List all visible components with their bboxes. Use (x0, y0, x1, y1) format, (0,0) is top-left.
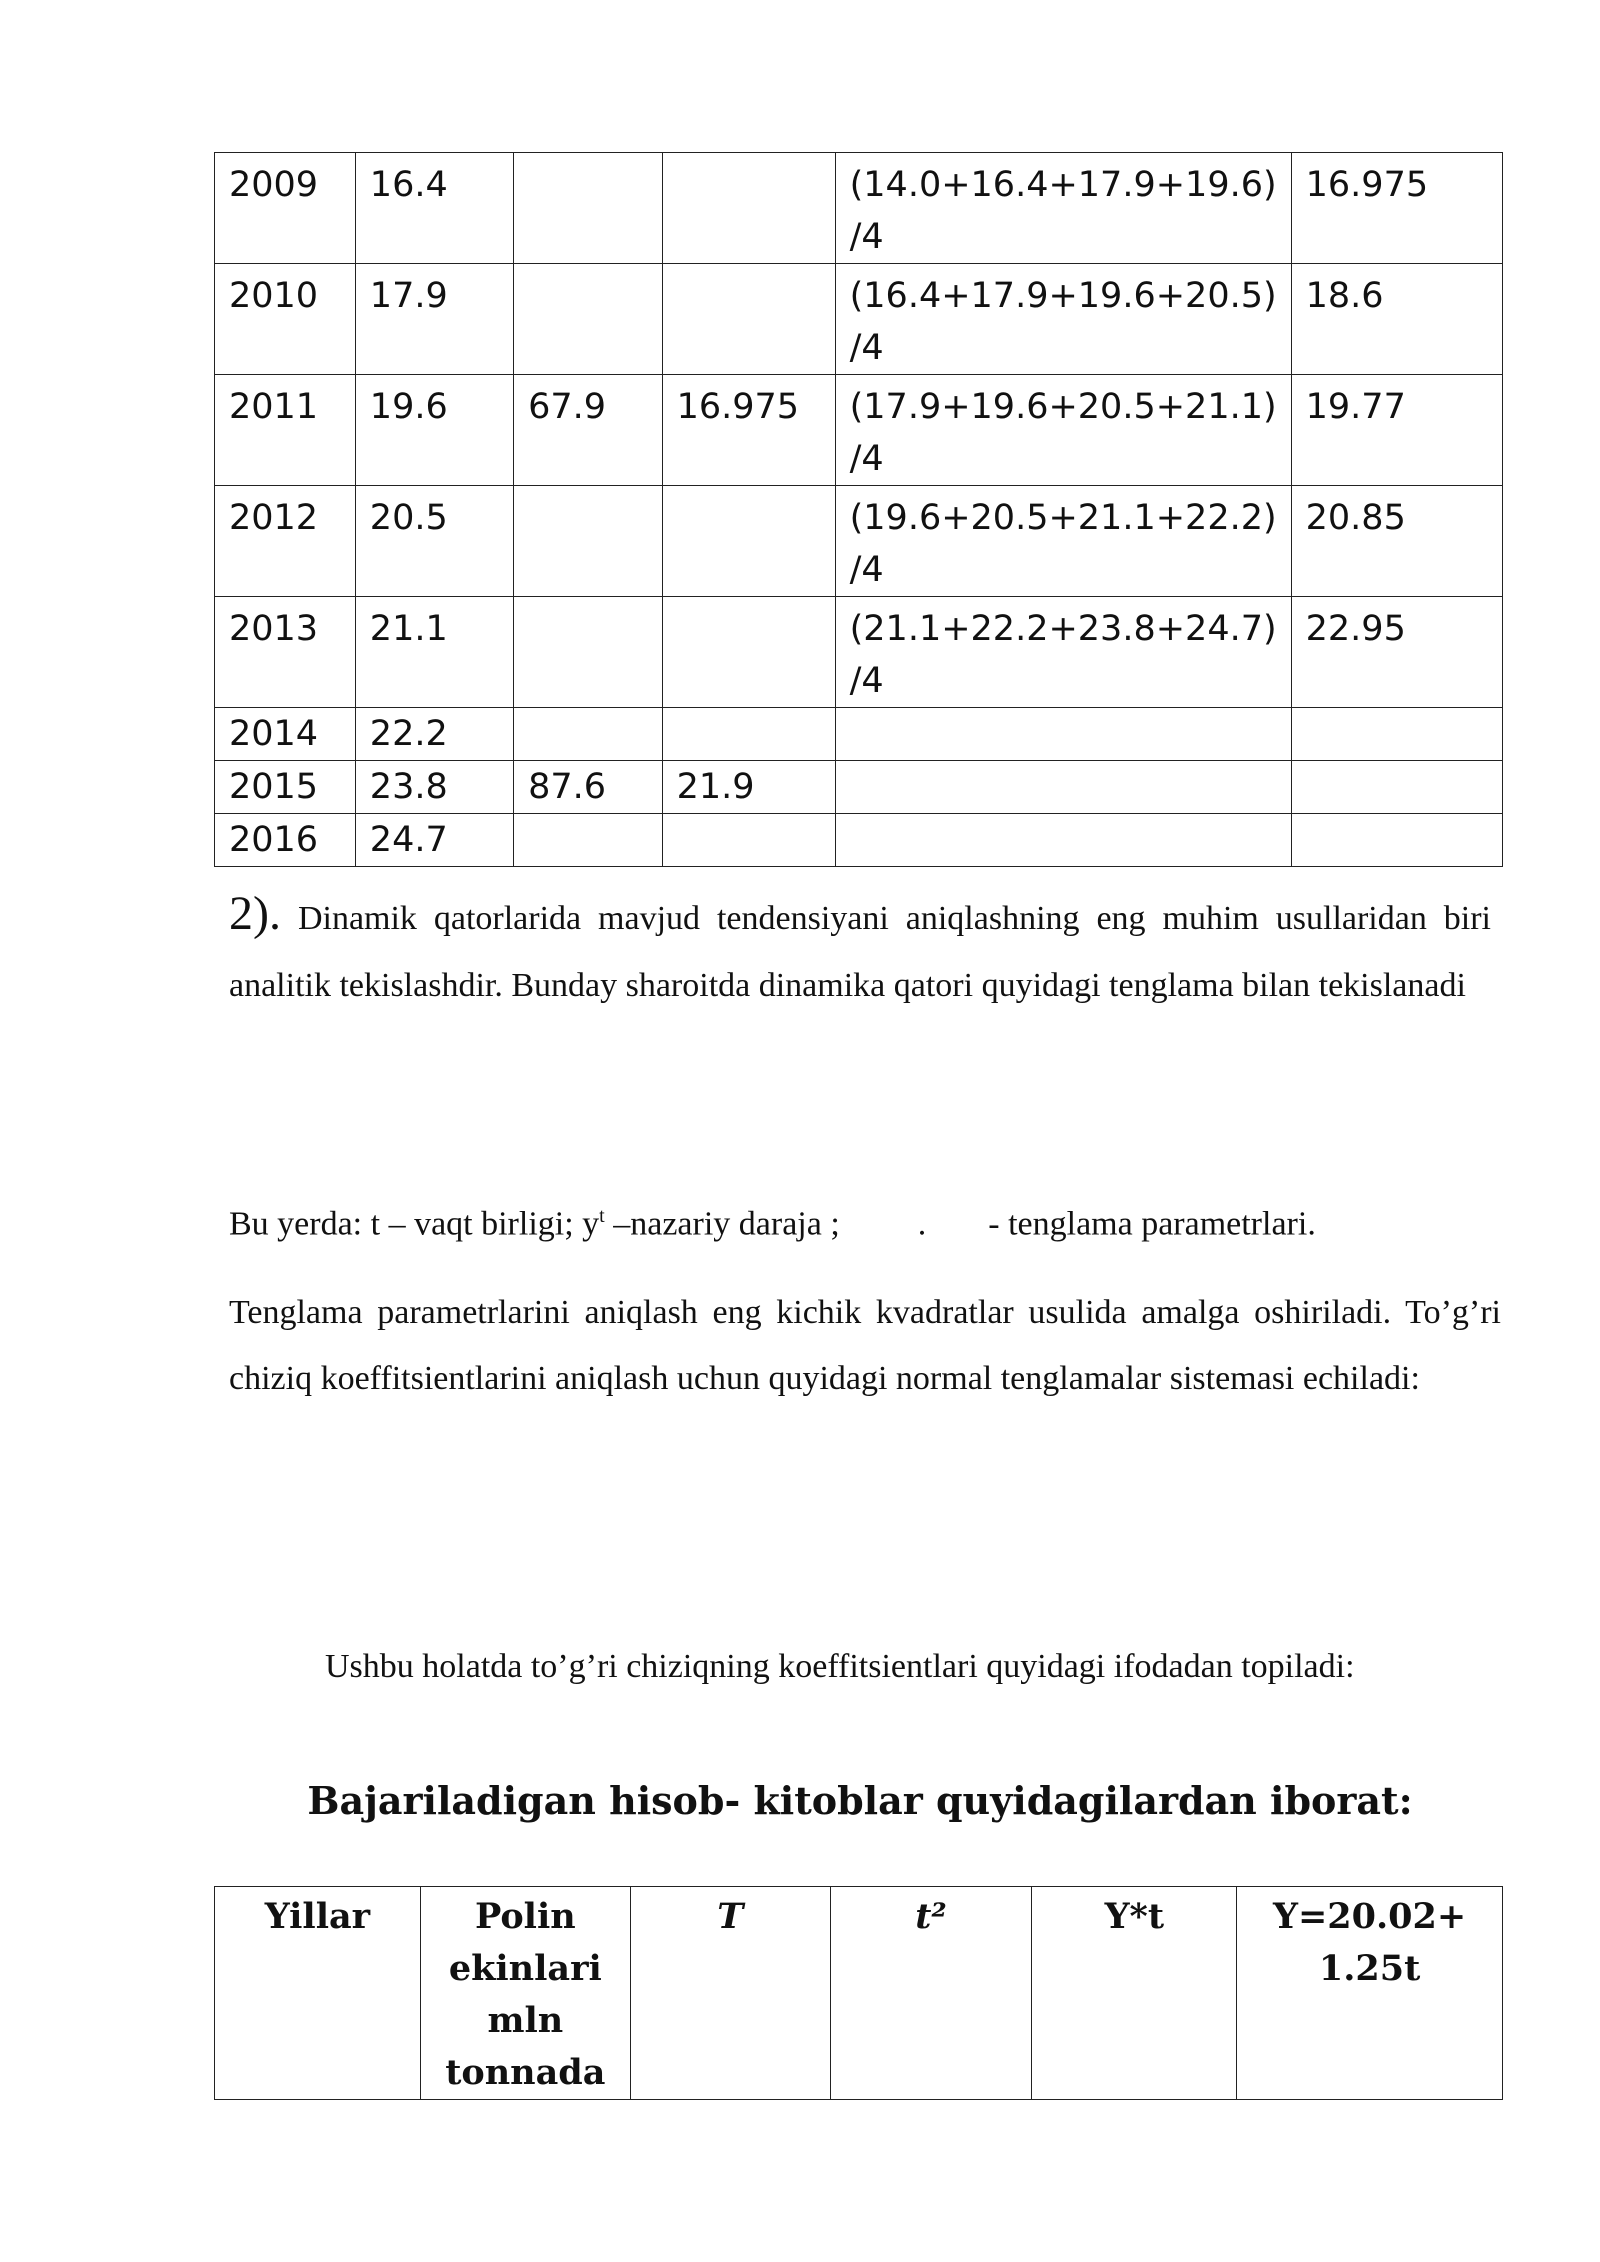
average-cell (662, 153, 835, 264)
moving-average-cell (1291, 761, 1502, 814)
header-t: T (630, 1887, 830, 2100)
year-cell-text: 2010 (229, 276, 319, 316)
moving-average-cell-text: 22.95 (1305, 609, 1406, 649)
year-cell-text: 2013 (229, 609, 319, 649)
moving-average-cell (1291, 814, 1502, 867)
average-cell (662, 708, 835, 761)
coefficients-paragraph: Ushbu holatda to’g’ri chiziqning koeffitsientlari quyidagi ifodadan topiladi: (325, 1648, 1355, 1685)
formula-cell (835, 814, 1291, 867)
value-cell (355, 708, 513, 761)
where-superscript: t (599, 1205, 605, 1227)
sum-cell (514, 264, 663, 375)
table-row (215, 761, 1503, 814)
value-cell (355, 761, 513, 814)
formula-cell-text: (14.0+16.4+17.9+19.6) (849, 165, 1277, 205)
formula-divisor: /4 (849, 661, 884, 701)
formula-cell (835, 486, 1291, 597)
formula-cell (835, 761, 1291, 814)
formula-cell (835, 153, 1291, 264)
value-cell (355, 486, 513, 597)
formula-cell-text: (19.6+20.5+21.1+22.2) (849, 498, 1277, 538)
table-row (215, 486, 1503, 597)
table-row (215, 597, 1503, 708)
header-trend-equation: Y=20.02+1.25t (1237, 1887, 1503, 2100)
moving-average-cell-text: 16.975 (1305, 165, 1429, 205)
year-cell (215, 708, 356, 761)
moving-average-table-body (215, 153, 1503, 867)
average-cell-text: 16.975 (676, 387, 800, 427)
section-number: 2). (229, 887, 281, 940)
sum-cell (514, 761, 663, 814)
table-row (215, 708, 1503, 761)
value-cell-text: 21.1 (369, 609, 448, 649)
where-suffix: - tenglama parametrlari. (988, 1205, 1316, 1243)
moving-average-cell (1291, 597, 1502, 708)
intro-text: Dinamik qatorlarida mavjud tendensiyani aniqlashning eng muhim usullaridan biri analitik tekislashdir. Bunday sharoitda dinamika qatori quyidagi tenglama bilan tekislanadi (229, 900, 1492, 1004)
table-row (215, 375, 1503, 486)
moving-average-cell-text: 20.85 (1305, 498, 1406, 538)
year-cell (215, 486, 356, 597)
where-prefix: Bu yerda: t – vaqt birligi; y (229, 1205, 600, 1243)
calculations-header-row (215, 1887, 1503, 2100)
moving-average-cell-text: 19.77 (1305, 387, 1406, 427)
table-row (215, 264, 1503, 375)
value-cell (355, 375, 513, 486)
value-cell-text: 17.9 (369, 276, 448, 316)
value-cell-text: 22.2 (369, 714, 448, 754)
year-cell-text: 2009 (229, 165, 319, 205)
year-cell (215, 375, 356, 486)
moving-average-table (214, 152, 1503, 867)
moving-average-cell (1291, 264, 1502, 375)
year-cell (215, 264, 356, 375)
year-cell-text: 2016 (229, 820, 319, 860)
year-cell-text: 2011 (229, 387, 319, 427)
value-cell-text: 24.7 (369, 820, 448, 860)
header-crops: Polin ekinlari mln tonnada (420, 1887, 630, 2100)
header-years: Yillar (215, 1887, 421, 2100)
calculations-heading: Bajariladigan hisob- kitoblar quyidagilardan iborat: (307, 1778, 1413, 1823)
year-cell (215, 153, 356, 264)
year-cell-text: 2015 (229, 767, 319, 807)
moving-average-cell (1291, 375, 1502, 486)
average-cell (662, 761, 835, 814)
average-cell (662, 264, 835, 375)
value-cell-text: 23.8 (369, 767, 448, 807)
where-mid: –nazariy daraja ; (604, 1205, 840, 1243)
moving-average-cell (1291, 153, 1502, 264)
formula-divisor: /4 (849, 439, 884, 479)
formula-divisor: /4 (849, 550, 884, 590)
formula-cell (835, 264, 1291, 375)
sum-cell-text: 67.9 (528, 387, 606, 427)
formula-divisor: /4 (849, 328, 884, 368)
year-cell-text: 2012 (229, 498, 319, 538)
value-cell-text: 20.5 (369, 498, 448, 538)
value-cell (355, 153, 513, 264)
formula-divisor: /4 (849, 217, 884, 257)
value-cell-text: 16.4 (369, 165, 448, 205)
value-cell (355, 814, 513, 867)
calculations-table (214, 1886, 1503, 2100)
formula-cell-text: (16.4+17.9+19.6+20.5) (849, 276, 1277, 316)
formula-cell (835, 597, 1291, 708)
value-cell-text: 19.6 (369, 387, 448, 427)
sum-cell (514, 708, 663, 761)
year-cell (215, 814, 356, 867)
section-2-intro (229, 880, 1491, 1019)
sum-cell (514, 597, 663, 708)
header-y-times-t: Y*t (1032, 1887, 1237, 2100)
formula-cell (835, 708, 1291, 761)
average-cell (662, 597, 835, 708)
sum-cell (514, 486, 663, 597)
sum-cell (514, 375, 663, 486)
moving-average-cell (1291, 708, 1502, 761)
value-cell (355, 597, 513, 708)
year-cell-text: 2014 (229, 714, 319, 754)
year-cell (215, 597, 356, 708)
average-cell (662, 486, 835, 597)
average-cell (662, 375, 835, 486)
table-row (215, 814, 1503, 867)
moving-average-cell-text: 18.6 (1305, 276, 1384, 316)
table-row (215, 153, 1503, 264)
sum-cell-text: 87.6 (528, 767, 606, 807)
formula-cell-text: (21.1+22.2+23.8+24.7) (849, 609, 1277, 649)
year-cell (215, 761, 356, 814)
params-paragraph: Tenglama parametrlarini aniqlash eng kichik kvadratlar usulida amalga oshiriladi. To’g’ri chiziq koeffitsientlarini aniqlash uchun quyidagi normal tenglamalar sistemasi echiladi: (229, 1294, 1501, 1397)
formula-cell (835, 375, 1291, 486)
formula-cell-text: (17.9+19.6+20.5+21.1) (849, 387, 1277, 427)
moving-average-cell (1291, 486, 1502, 597)
sum-cell (514, 814, 663, 867)
where-line (229, 1205, 1509, 1243)
header-t-squared: t² (830, 1887, 1032, 2100)
average-cell (662, 814, 835, 867)
average-cell-text: 21.9 (676, 767, 755, 807)
value-cell (355, 264, 513, 375)
where-dot: . (917, 1205, 927, 1243)
sum-cell (514, 153, 663, 264)
